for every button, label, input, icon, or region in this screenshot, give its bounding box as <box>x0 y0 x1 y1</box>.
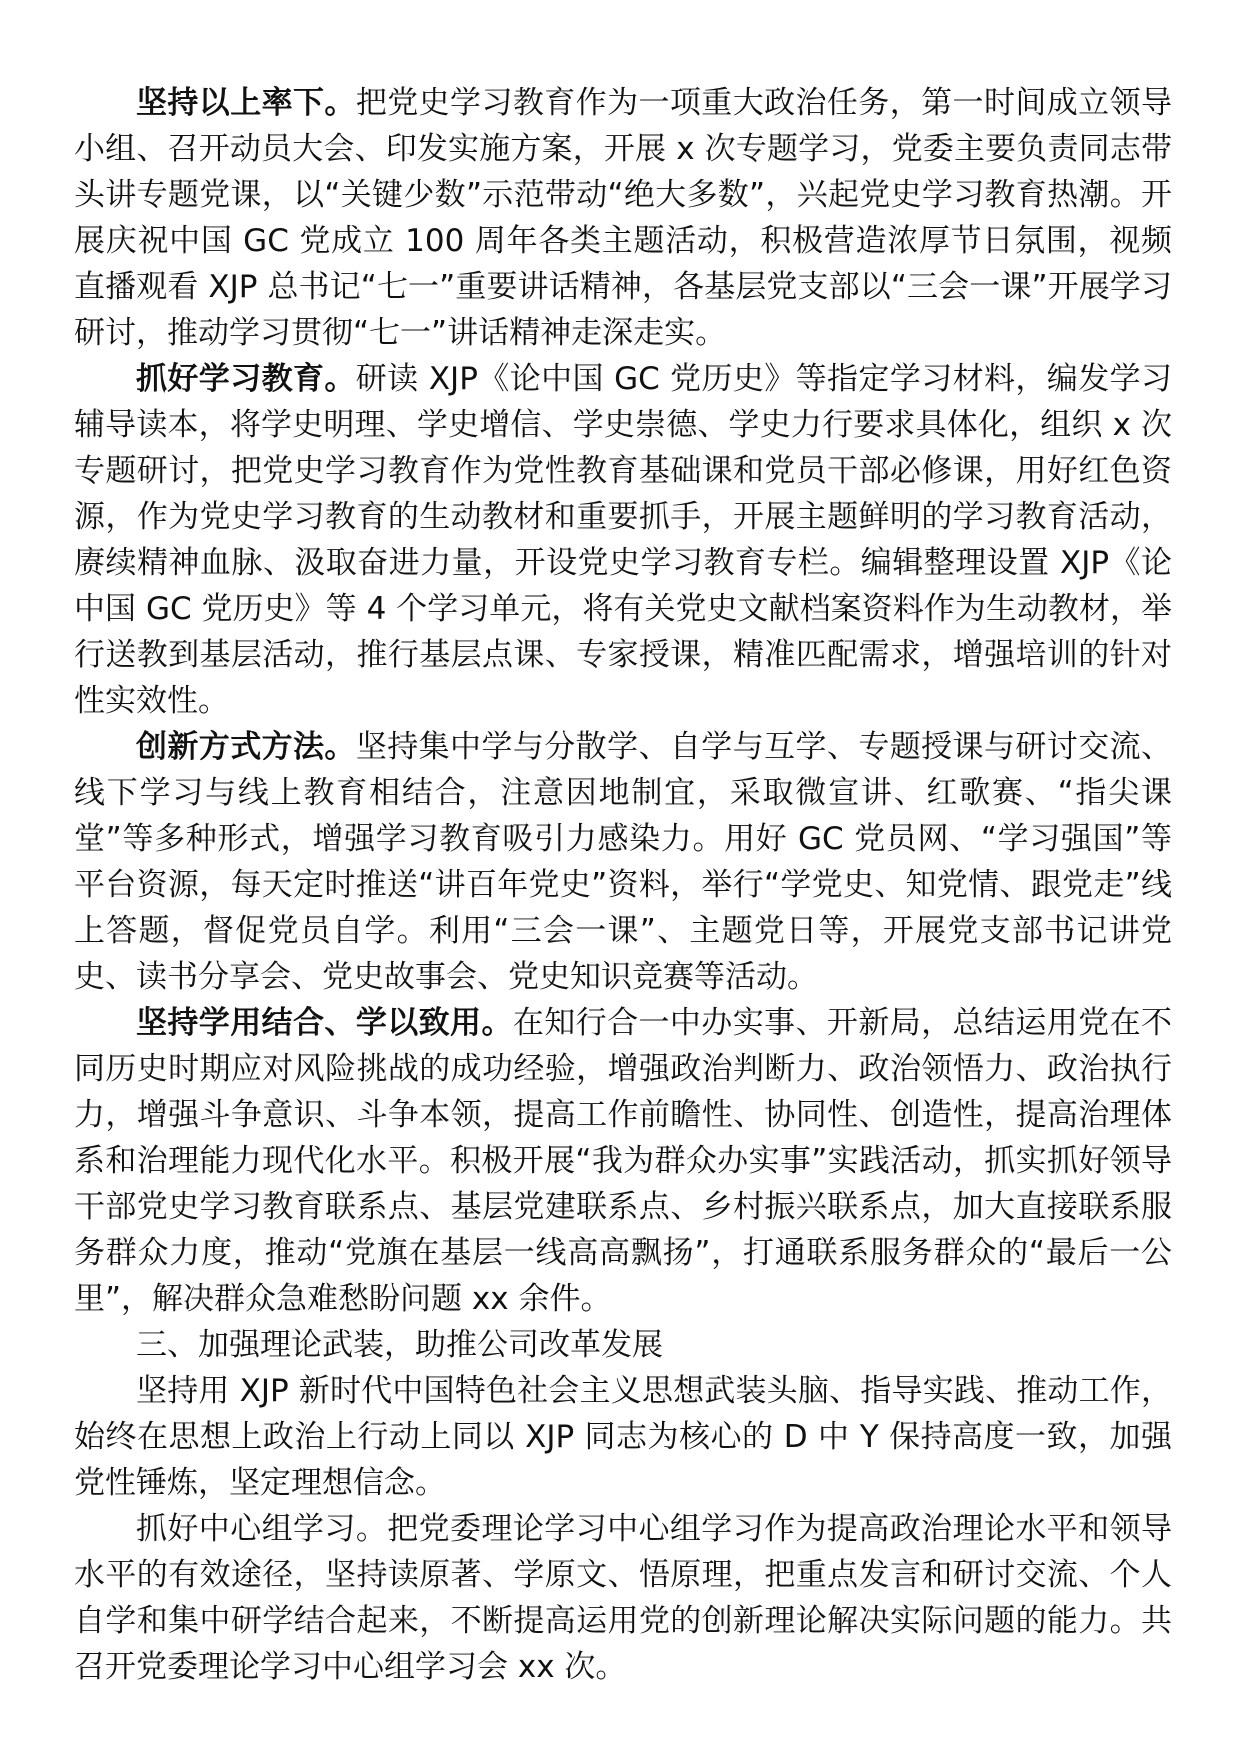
paragraph-central-group-study <box>74 1506 1172 1690</box>
paragraph-heading: 抓好学习教育。 <box>136 361 356 397</box>
paragraph-text: 抓好中心组学习。把党委理论学习中心组学习作为提高政治理论水平和领导水平的有效途径，坚持读原著、学原文、悟原理，把重点发言和研讨交流、个人自学和集中研学结合起来，不断提高运用党的创新理论解决实际问题的能力。共召开党委理论学习中心组学习会 xx 次。 <box>74 1511 1172 1685</box>
paragraph-heading: 坚持以上率下。 <box>136 85 356 121</box>
paragraph-text: 在知行合一中办实事、开新局，总结运用党在不同历史时期应对风险挑战的成功经验，增强政治判断力、政治领悟力、政治执行力，增强斗争意识、斗争本领，提高工作前瞻性、协同性、创造性，提高治理体系和治理能力现代化水平。积极开展“我为群众办实事”实践活动，抓实抓好领导干部党史学习教育联系点、基层党建联系点、乡村振兴联系点，加大直接联系服务群众力度，推动“党旗在基层一线高高飘扬”，打通联系服务群众的“最后一公里”，解决群众急难愁盼问题 xx 余件。 <box>74 1005 1172 1317</box>
paragraph-theory-arming <box>74 1368 1172 1506</box>
paragraph-innovative-methods <box>74 724 1172 1000</box>
paragraph-apply-learning <box>74 1000 1172 1322</box>
paragraph-heading: 坚持学用结合、学以致用。 <box>136 1005 513 1041</box>
document-page <box>74 80 1172 1690</box>
paragraph-text: 坚持用 XJP 新时代中国特色社会主义思想武装头脑、指导实践、推动工作，始终在思想上政治上行动上同以 XJP 同志为核心的 D 中 Y 保持高度一致，加强党性锤炼，坚定理想信念。 <box>74 1373 1172 1501</box>
paragraph-text: 研读 XJP《论中国 GC 党历史》等指定学习材料，编发学习辅导读本，将学史明理、学史增信、学史崇德、学史力行要求具体化，组织 x 次专题研讨，把党史学习教育作为党性教育基础课和党员干部必修课，用好红色资源，作为党史学习教育的生动教材和重要抓手，开展主题鲜明的学习教育活动，赓续精神血脉、汲取奋进力量，开设党史学习教育专栏。编辑整理设置 XJP《论中国 GC 党历史》等 4 个学习单元，将有关党史文献档案资料作为生动教材，举行送教到基层活动，推行基层点课、专家授课，精准匹配需求，增强培训的针对性实效性。 <box>74 361 1172 719</box>
section-heading-text: 三、加强理论武装，助推公司改革发展 <box>136 1327 663 1363</box>
paragraph-lead-by-example <box>74 80 1172 356</box>
paragraph-text: 把党史学习教育作为一项重大政治任务，第一时间成立领导小组、召开动员大会、印发实施方案，开展 x 次专题学习，党委主要负责同志带头讲专题党课，以“关键少数”示范带动“绝大多数”，兴起党史学习教育热潮。开展庆祝中国 GC 党成立 100 周年各类主题活动，积极营造浓厚节日氛围，视频直播观看 XJP 总书记“七一”重要讲话精神，各基层党支部以“三会一课”开展学习研讨，推动学习贯彻“七一”讲话精神走深走实。 <box>74 85 1172 351</box>
paragraph-text: 坚持集中学与分散学、自学与互学、专题授课与研讨交流、线下学习与线上教育相结合，注意因地制宜，采取微宣讲、红歌赛、“指尖课堂”等多种形式，增强学习教育吸引力感染力。用好 GC 党员网、“学习强国”等平台资源，每天定时推送“讲百年党史”资料，举行“学党史、知党情、跟党走”线上答题，督促党员自学。利用“三会一课”、主题党日等，开展党支部书记讲党史、读书分享会、党史故事会、党史知识竞赛等活动。 <box>74 729 1172 995</box>
paragraph-study-education <box>74 356 1172 724</box>
section-heading-3 <box>74 1322 1172 1368</box>
paragraph-heading: 创新方式方法。 <box>136 729 356 765</box>
